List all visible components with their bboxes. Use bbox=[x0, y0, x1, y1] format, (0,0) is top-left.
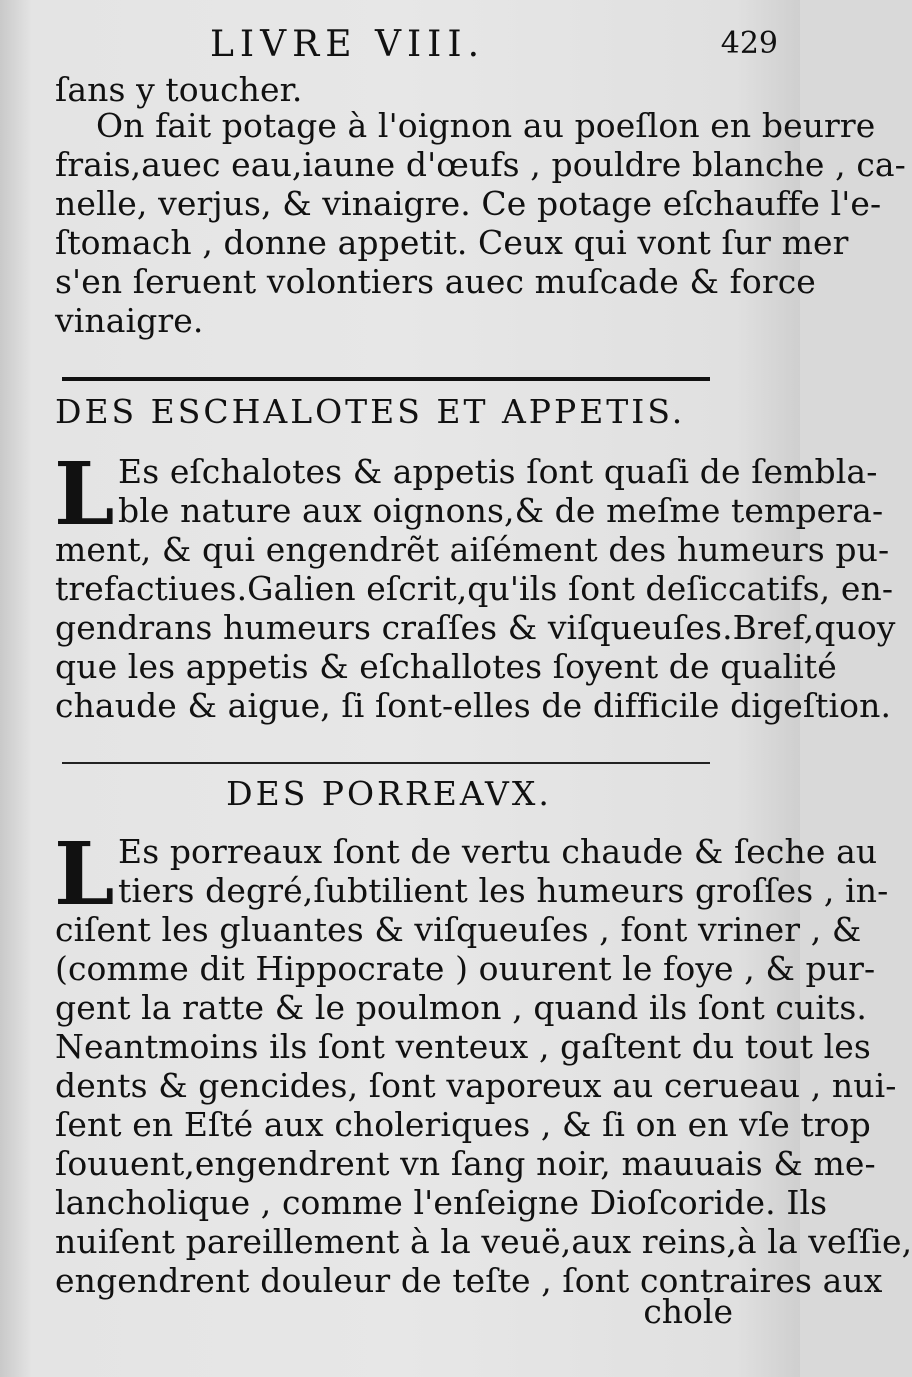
text-line: gent la ratte & le poulmon , quand ils ſont cuits. bbox=[55, 988, 868, 1027]
text-line: nuiſent pareillement à la veuë,aux reins,à la veſſie, bbox=[55, 1222, 912, 1261]
text-line: ble nature aux oignons,& de meſme tempera- bbox=[118, 491, 884, 530]
text-line: ciſent les gluantes & viſqueuſes , font vriner , & bbox=[55, 910, 862, 949]
text-line: ſouuent,engendrent vn ſang noir, mauuais & me- bbox=[55, 1144, 876, 1183]
text-line: (comme dit Hippocrate ) ouurent le foye , & pur- bbox=[55, 949, 876, 988]
text-line: ſtomach , donne appetit. Ceux qui vont ſur mer bbox=[55, 223, 849, 262]
text-line: engendrent douleur de teſte , ſont contraires aux bbox=[55, 1261, 883, 1300]
text-line: ment, & qui engendrẽt aiſément des humeurs pu- bbox=[55, 530, 890, 569]
catchword: chole bbox=[643, 1292, 733, 1331]
text-line: chaude & aigue, ſi ſont-elles de difficile digeſtion. bbox=[55, 686, 892, 725]
text-line: vinaigre. bbox=[55, 301, 204, 340]
text-line: Es eſchalotes & appetis ſont quaſi de ſembla- bbox=[118, 452, 878, 491]
text-line: lancholique , comme l'enſeigne Dioſcoride. Ils bbox=[55, 1183, 828, 1222]
text-line: frais,auec eau,iaune d'œufs , pouldre blanche , ca- bbox=[55, 145, 906, 184]
drop-cap: L bbox=[54, 444, 115, 545]
section-heading: DES PORREAVX. bbox=[226, 774, 552, 813]
text-line: Neantmoins ils ſont venteux , gaſtent du tout les bbox=[55, 1027, 871, 1066]
text-line: Es porreaux ſont de vertu chaude & ſeche au bbox=[118, 832, 878, 871]
section-rule bbox=[62, 377, 710, 381]
running-header bbox=[0, 14, 800, 70]
text-line: tiers degré,ſubtilient les humeurs groſſes , in- bbox=[118, 871, 889, 910]
running-title: LIVRE VIII. bbox=[210, 24, 486, 65]
drop-cap: L bbox=[54, 824, 115, 925]
text-line: gendrans humeurs craſſes & viſqueuſes.Bref,quoy bbox=[55, 608, 896, 647]
section-heading: DES ESCHALOTES ET APPETIS. bbox=[55, 392, 686, 431]
text-line: ſent en Eſté aux choleriques , & ſi on en vſe trop bbox=[55, 1105, 871, 1144]
text-line: ſans y toucher. bbox=[55, 70, 303, 109]
text-line: dents & gencides, ſont vaporeux au cerueau , nui- bbox=[55, 1066, 897, 1105]
section-rule bbox=[62, 762, 710, 764]
text-line: On fait potage à l'oignon au poeſlon en beurre bbox=[96, 106, 876, 145]
page-number: 429 bbox=[720, 26, 778, 61]
text-line: trefactiues.Galien eſcrit,qu'ils ſont deſiccatifs, en- bbox=[55, 569, 894, 608]
text-line: que les appetis & eſchallotes ſoyent de qualité bbox=[55, 647, 837, 686]
text-line: s'en ſeruent volontiers auec muſcade & force bbox=[55, 262, 816, 301]
text-line: nelle, verjus, & vinaigre. Ce potage eſchauffe l'e- bbox=[55, 184, 882, 223]
